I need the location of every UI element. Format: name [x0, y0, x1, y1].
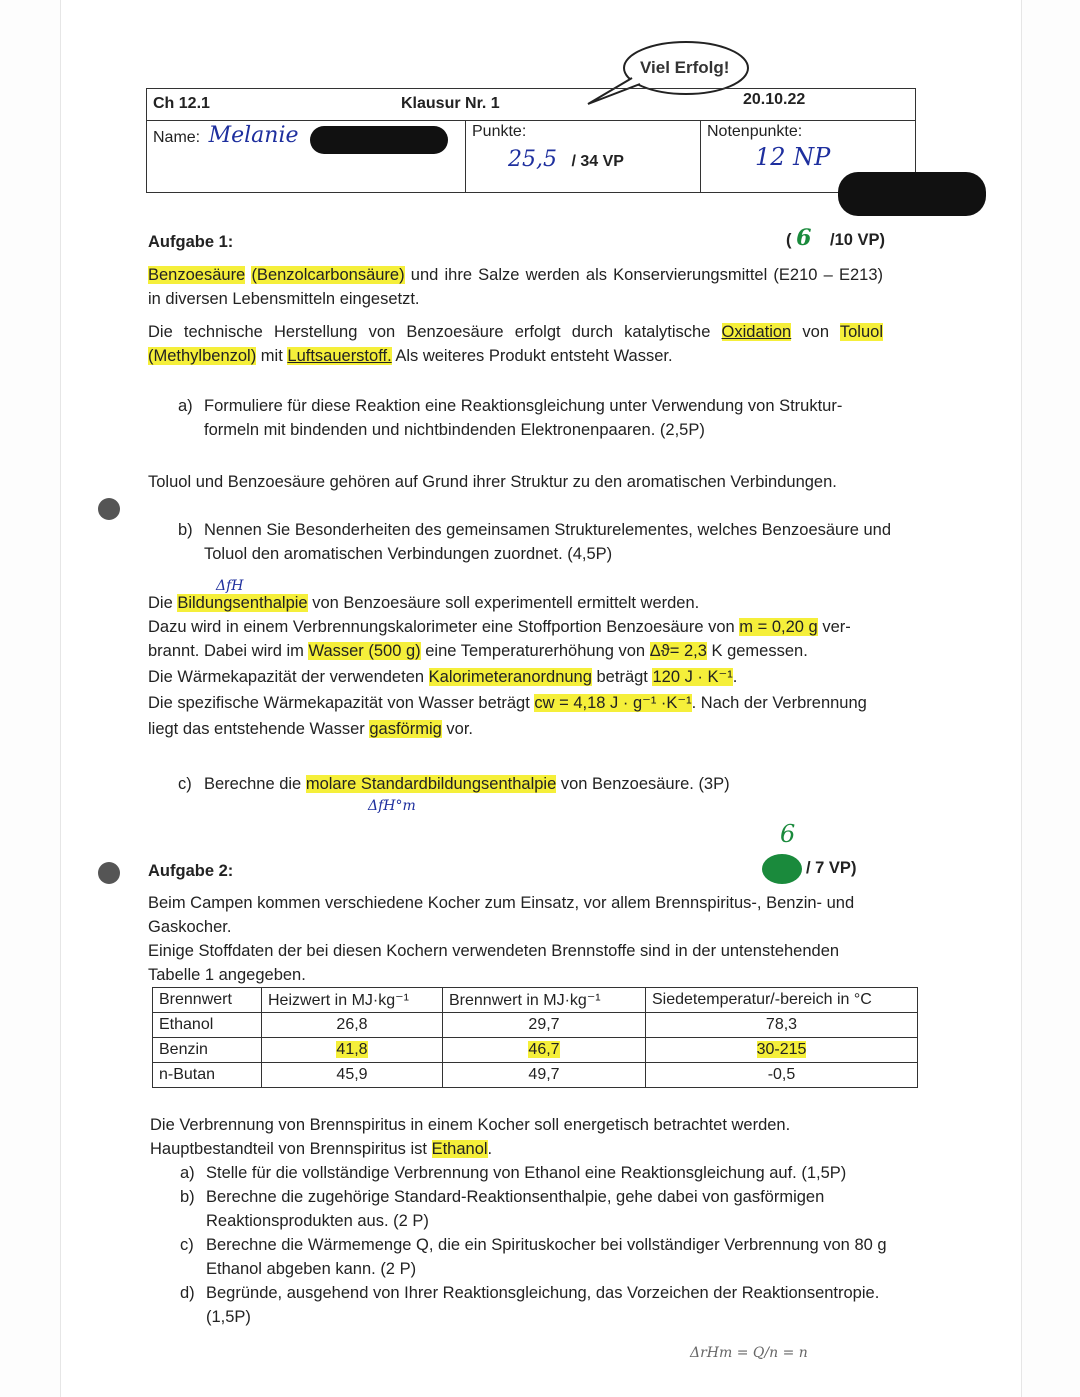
bubble-text: Viel Erfolg!	[640, 58, 730, 77]
points-max: / 34 VP	[571, 153, 624, 170]
task1-question-b: b) Nennen Sie Besonderheiten des gemeinsamen Strukturelementes, welches Benzoesäure und Toluol den aromatischen Verbindungen zuordnet. (4,5P)	[178, 521, 892, 563]
course-label: Ch 12.1	[153, 95, 210, 112]
name-label: Name:	[153, 129, 201, 146]
task1-title: Aufgabe 1:	[148, 233, 234, 251]
table-cell: 49,7	[443, 1063, 646, 1088]
task1-production: Die technische Herstellung von Benzoesäure erfolgt durch katalytische Oxidation von Toluol (Methylbenzol) mit Luftsauerstoff. Als weiteres Produkt entsteht Wasser.	[148, 323, 883, 365]
grade-value: 12 NP	[755, 143, 831, 171]
task1-experiment: Die Bildungsenthalpie von Benzoesäure soll experimentell ermittelt werden. Dazu wird in einem Verbrennungskalorimeter eine Stoffportion Benzoesäure von m = 0,20 g ver- brannt. Dabei wird im Wasser (500 g) eine Temperaturerhöhung von Δϑ= 2,3 K gemessen. Die Wärmekapazität der verwendeten Kalorimeteranordnung beträgt 120 J · K⁻¹. Die spezifische Wärmekapazität von Wasser beträgt cw = 4,18 J · g⁻¹ ·K⁻¹. Nach der Verbrennung liegt das entstehende Wasser gasförmig vor.	[148, 594, 867, 738]
handwritten-formula: ΔrHm = Q/n = n	[690, 1345, 808, 1361]
redaction	[310, 126, 448, 154]
task1-question-c: c) Berechne die molare Standardbildungsenthalpie von Benzoesäure. (3P)	[178, 775, 730, 793]
exam-date: 20.10.22	[743, 91, 806, 108]
task2-question-a: a) Stelle für die vollständige Verbrennung von Ethanol eine Reaktionsgleichung auf. (1,5P)	[180, 1164, 847, 1182]
table-header-row	[153, 988, 918, 1013]
exam-title: Klausur Nr. 1	[401, 95, 500, 112]
task1-intro: Benzoesäure (Benzolcarbonsäure) und ihre Salze werden als Konservierungsmittel (E210 – E213) in diversen Lebensmitteln eingesetzt.	[148, 266, 883, 308]
task1-score-max: /10 VP)	[830, 231, 886, 249]
table-cell: 45,9	[262, 1063, 443, 1088]
task2-question-c: c) Berechne die Wärmemenge Q, die ein Spirituskocher bei vollständiger Verbrennung von 80 g Ethanol abgeben kann. (2 P)	[180, 1236, 887, 1278]
fuel-data-table	[152, 987, 918, 1088]
table-row	[153, 1013, 918, 1038]
table-header: Brennwert in MJ·kg⁻¹	[443, 988, 646, 1013]
name-value: Melanie	[208, 123, 299, 148]
task2-title: Aufgabe 2:	[148, 862, 234, 880]
table-cell: 29,7	[443, 1013, 646, 1038]
task2-score-max: / 7 VP)	[806, 859, 857, 877]
table-cell: Benzin	[153, 1038, 262, 1063]
task2-combustion-intro: Die Verbrennung von Brennspiritus in einem Kocher soll energetisch betrachtet werden. Hauptbestandteil von Brennspiritus ist Ethanol.	[150, 1116, 791, 1158]
table-cell: 78,3	[646, 1013, 918, 1038]
task2-intro: Beim Campen kommen verschiedene Kocher zum Einsatz, vor allem Brennspiritus-, Benzin- und Gaskocher.	[148, 894, 855, 936]
task2-question-b: b) Berechne die zugehörige Standard-Reaktionsenthalpie, gehe dabei von gasförmigen Reaktionsprodukten aus. (2 P)	[180, 1188, 825, 1230]
points-value: 25,5	[508, 147, 557, 172]
task1-question-a: a) Formuliere für diese Reaktion eine Reaktionsgleichung unter Verwendung von Struktur-formeln mit bindenden und nichtbindenden Elektronenpaaren. (2,5P)	[178, 397, 843, 439]
task2-score-value: 6	[780, 820, 796, 848]
table-cell: -0,5	[646, 1063, 918, 1088]
exam-header	[146, 88, 916, 193]
table-row	[153, 1063, 918, 1088]
table-cell: 41,8	[262, 1038, 443, 1063]
task2-question-d: d) Begründe, ausgehend von Ihrer Reaktionsgleichung, das Vorzeichen der Reaktionsentropie. (1,5P)	[180, 1284, 880, 1326]
table-cell: 46,7	[443, 1038, 646, 1063]
table-cell: n-Butan	[153, 1063, 262, 1088]
table-row	[153, 1038, 918, 1063]
task1-score-value: 6	[796, 225, 812, 251]
handwritten-note: ΔfH	[216, 578, 244, 594]
task2-questions	[180, 1161, 920, 1329]
table-header: Brennwert	[153, 988, 262, 1013]
table-cell: Ethanol	[153, 1013, 262, 1038]
task1-aromatic: Toluol und Benzoesäure gehören auf Grund ihrer Struktur zu den aromatischen Verbindungen.	[148, 473, 837, 491]
redaction	[838, 172, 986, 216]
table-header: Heizwert in MJ·kg⁻¹	[262, 988, 443, 1013]
green-scribble-icon	[762, 854, 802, 884]
table-cell: 26,8	[262, 1013, 443, 1038]
task1-score: ( 6 /10 VP)	[786, 225, 886, 251]
points-label: Punkte:	[472, 123, 527, 140]
punch-hole	[98, 498, 120, 520]
punch-hole	[98, 862, 120, 884]
table-cell: 30-215	[646, 1038, 918, 1063]
grade-label: Notenpunkte:	[707, 123, 803, 140]
table-header: Siedetemperatur/-bereich in °C	[646, 988, 918, 1013]
handwritten-note: ΔfH°m	[368, 798, 416, 814]
task2-table-intro: Einige Stoffdaten der bei diesen Kochern verwendeten Brennstoffe sind in der untenstehenden Tabelle 1 angegeben.	[148, 942, 840, 984]
